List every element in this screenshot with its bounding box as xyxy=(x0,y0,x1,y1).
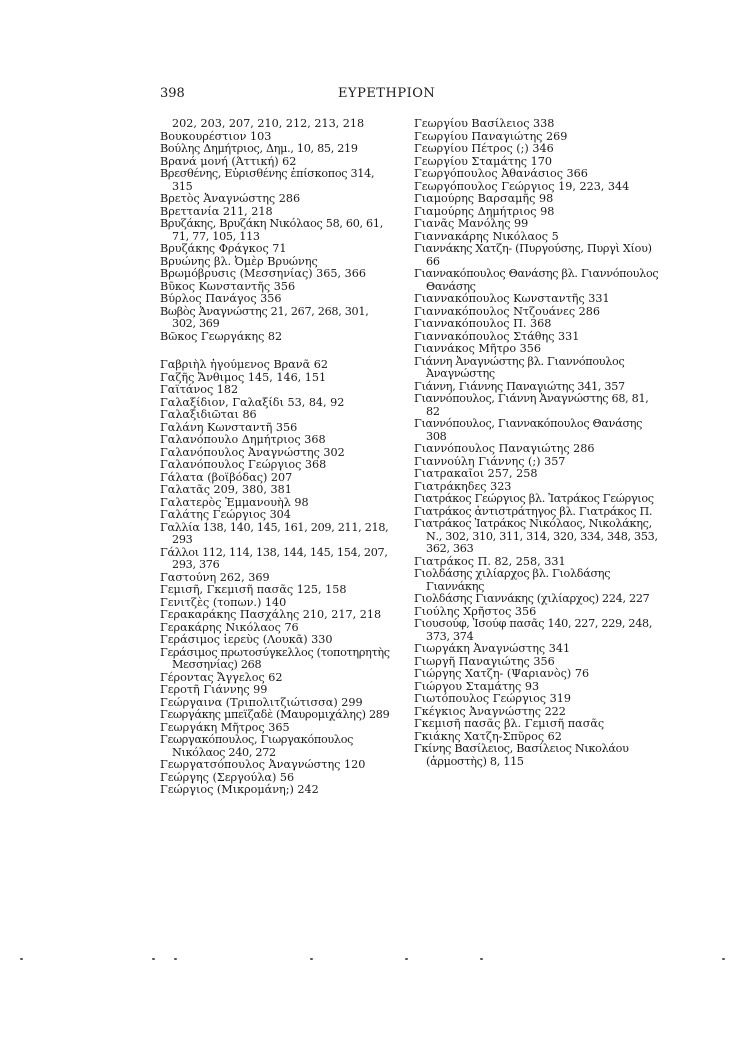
index-entry: Γαλάτης Γεώργιος 304 xyxy=(160,508,291,521)
index-entry: Βύρλος Πανάγος 356 xyxy=(160,292,282,305)
index-entry: Γιατράκος ἀντιστράτηγος βλ. Γιατράκος Π. xyxy=(414,504,653,518)
speck xyxy=(480,958,483,960)
index-entry: Βῦκος Κωνσταντῆς 356 xyxy=(160,279,296,293)
index-entry: Γαλαξιδιῶται 86 xyxy=(160,408,257,421)
index-entry: Γεώργαινα (Τριπολιτζιώτισσα) 299 xyxy=(160,695,363,709)
index-entry: Γιανᾶς Μανόλης 99 xyxy=(414,217,529,230)
index-entry: Γκεμισῆ πασᾶς βλ. Γεμισῆ πασᾶς xyxy=(414,717,605,730)
index-entry: Γεράσιμος ἱερεὺς (Λουκᾶ) 330 xyxy=(160,633,333,646)
index-entry: Γιαννακόπουλος Θανάσης βλ. Γιαννόπουλος Θανάσης xyxy=(414,267,659,293)
index-entry: Βρετὸς Ἀναγνώστης 286 xyxy=(160,192,301,205)
index-entry: Γερακαράκης Πασχάλης 210, 217, 218 xyxy=(160,608,382,621)
index-entry: Γιαννακόπουλος Π. 368 xyxy=(414,317,552,330)
index-entry: Γαλανόπουλος Ἀναγνώστης 302 xyxy=(160,445,345,459)
index-entry: Γεωργακόπουλος, Γιωργακόπουλος Νικόλαος 240, 272 xyxy=(160,733,354,759)
left-column xyxy=(160,118,392,797)
page-header xyxy=(160,86,660,106)
index-entry: Βρεττανία 211, 218 xyxy=(160,204,273,218)
index-entry: Γαλάνη Κωνσταντῆ 356 xyxy=(160,420,298,434)
index-entry: Γιαννακόπουλος Κωνσταντῆς 331 xyxy=(414,292,610,305)
index-entry: Βούλης Δημήτριος, Δημ., 10, 85, 219 xyxy=(160,142,358,155)
index-entry: Γεωργατσόπουλος Ἀναγνώστης 120 xyxy=(160,758,366,771)
index-entry: Γεμισῆ, Γκεμισῆ πασᾶς 125, 158 xyxy=(160,583,347,596)
index-entry: Γεροτῆ Γιάννης 99 xyxy=(160,683,268,696)
index-entry: Γιουσούφ, Ἰσούφ πασᾶς 140, 227, 229, 248, 373, 374 xyxy=(414,617,653,643)
continuation-line: 202, 203, 207, 210, 212, 213, 218 xyxy=(172,117,365,130)
index-entry: Γιαννόπουλος, Γιαννακόπουλος Θανάσης 308 xyxy=(414,417,643,443)
index-entry: Γεωργάκης μπεϊζαδὲ (Μαυρομιχάλης) 289 xyxy=(160,708,390,721)
index-entry: Γενιτζὲς (τοπων.) 140 xyxy=(160,595,287,609)
index-entry: Γεωργόπουλος Γεώργιος 19, 223, 344 xyxy=(414,179,630,193)
index-entry: Βρανά μονή (Άττική) 62 xyxy=(160,154,297,168)
index-entry: Γερακάρης Νικόλαος 76 xyxy=(160,620,299,634)
index-entry: Γιώργης Χατζη- (Ψαριανὸς) 76 xyxy=(414,667,590,680)
index-entry: Βῶκος Γεωργάκης 82 xyxy=(160,329,283,343)
index-entry: Γιατράκος Γεώργιος βλ. Ἰατράκος Γεώργιος xyxy=(414,492,654,505)
speck xyxy=(405,958,408,960)
index-entry: Γιωτόπουλος Γεώργιος 319 xyxy=(414,692,571,705)
index-entry: Γιατράκος Ἰατράκος Νικόλαος, Νικολάκης, Ν., 302, 310, 311, 314, 320, 334, 348, 353, 362, 363 xyxy=(414,517,658,555)
index-entry: Γεώργιος (Μικρομάνη;) 242 xyxy=(160,783,319,796)
speck xyxy=(20,958,23,960)
running-title: ΕΥΡΕΤΗΡΙΟΝ xyxy=(338,86,436,101)
index-group-gamma xyxy=(160,359,392,797)
index-entry: Γιαννακάρης Νικόλαος 5 xyxy=(414,229,559,243)
index-entry: Γιάννη, Γιάννης Παναγιώτης 341, 357 xyxy=(414,379,625,393)
speck xyxy=(152,958,155,960)
right-column xyxy=(414,118,660,768)
index-entry: Γιολδάσης χιλίαρχος βλ. Γιολδάσης Γιαννάκης xyxy=(414,567,611,593)
index-entry: Γαϊτάνος 182 xyxy=(160,383,239,396)
speck xyxy=(310,958,313,960)
index-entry: Γιατρακαῖοι 257, 258 xyxy=(414,467,538,480)
index-entry: Γιαννακόπουλος Στάθης 331 xyxy=(414,329,580,343)
index-entry: Γαλλία 138, 140, 145, 161, 209, 211, 218, 293 xyxy=(160,520,389,546)
index-entry: Γεωργίου Πέτρος (;) 346 xyxy=(414,142,554,155)
index-entry: Γκιάκης Χατζη-Σπῦρος 62 xyxy=(414,729,562,743)
index-entry: Γάλλοι 112, 114, 138, 144, 145, 154, 207, 293, 376 xyxy=(160,545,388,571)
index-entry: Γαλατᾶς 209, 380, 381 xyxy=(160,483,292,496)
index-entry: Γιαμούρης Βαρσαμῆς 98 xyxy=(414,192,554,205)
index-entry: Γάλατα (βοϊβόδας) 207 xyxy=(160,470,293,484)
index-entry: Γιαννάκης Χατζη- (Πυργούσης, Πυργὶ Χίου) 66 xyxy=(414,242,652,268)
index-entry: Βρωμόβρυσις (Μεσσηνίας) 365, 366 xyxy=(160,267,366,280)
index-entry: Βρυζάκης Φράγκος 71 xyxy=(160,242,287,255)
index-entry: Γαστούνη 262, 369 xyxy=(160,570,270,584)
index-group-gamma-continued xyxy=(414,118,660,768)
index-entry: Γαλανόπουλο Δημήτριος 368 xyxy=(160,433,326,446)
index-entry: Γιατράκος Π. 82, 258, 331 xyxy=(414,554,566,568)
index-entry: Γεώργης (Σεργούλα) 56 xyxy=(160,770,295,784)
index-entry: Γεωργόπουλος Ἀθανάσιος 366 xyxy=(414,167,588,180)
index-entry: Γαλανόπουλος Γεώργιος 368 xyxy=(160,458,327,471)
index-entry: Γιαννόπουλος, Γιάννη Ἀναγνώστης 68, 81, 82 xyxy=(414,392,649,418)
index-entry: Γαβριὴλ ἡγούμενος Βρανᾶ 62 xyxy=(160,358,328,371)
index-entry: Γιωργῆ Παναγιώτης 356 xyxy=(414,654,555,668)
index-entry: Βρεσθένης, Εὐρισθένης ἐπίσκοπος 314, 315 xyxy=(160,167,375,193)
index-entry: Γιάννη Ἀναγνώστης βλ. Γιαννόπουλος Ἀναγνώστης xyxy=(414,354,625,380)
index-entry: Βωβὸς Ἀναγνώστης 21, 267, 268, 301, 302, 369 xyxy=(160,304,369,330)
speck xyxy=(174,958,177,960)
index-entry: Βουκουρέστιον 103 xyxy=(160,129,272,143)
index-entry: Γαλατερὸς Ἐμμανουὴλ 98 xyxy=(160,495,309,509)
index-entry: Βρυζάκης, Βρυζάκη Νικόλαος 58, 60, 61, 71, 77, 105, 113 xyxy=(160,217,383,243)
scan-specks xyxy=(10,958,730,964)
index-entry: Βρυώνης βλ. Ὀμὲρ Βρυώνης xyxy=(160,254,318,268)
page-number: 398 xyxy=(160,86,185,101)
group-separator xyxy=(160,343,392,359)
index-entry: Γέροντας Ἄγγελος 62 xyxy=(160,670,283,684)
speck xyxy=(722,958,725,960)
index-entry: Γιαννούλη Γιάννης (;) 357 xyxy=(414,454,566,468)
index-entry: Γεωργίου Σταμάτης 170 xyxy=(414,154,552,168)
index-entry: Γεωργίου Παναγιώτης 269 xyxy=(414,129,568,143)
index-entry: Γκίνης Βασίλειος, Βασίλειος Νικολάου (ἁρμοστὴς) 8, 115 xyxy=(414,742,629,768)
index-entry: Γιαμούρης Δημήτριος 98 xyxy=(414,204,555,218)
index-entry: Γιούλης Χρῆστος 356 xyxy=(414,604,537,618)
index-entry: Γιώργου Σταμάτης 93 xyxy=(414,679,540,693)
index-entry: Γεωργάκη Μῆτρος 365 xyxy=(160,720,290,734)
index-entry: Γαζῆς Ἄνθιμος 145, 146, 151 xyxy=(160,370,327,384)
index-entry: Γκέγκιος Ἀναγνώστης 222 xyxy=(414,704,566,718)
index-entry: Γιατράκηδες 323 xyxy=(414,479,512,493)
index-entry: Γιωργάκη Ἀναγνώστης 341 xyxy=(414,642,571,655)
index-entry: Γιαννόπουλος Παναγιώτης 286 xyxy=(414,442,595,455)
index-entry: Γαλαξίδιον, Γαλαξίδι 53, 84, 92 xyxy=(160,395,345,409)
index-group-beta xyxy=(160,131,392,344)
index-entry: Γιαννάκος Μῆτρο 356 xyxy=(414,342,541,355)
index-entry: Γιαννακόπουλος Ντζουάνες 286 xyxy=(414,304,601,318)
index-entry: Γιολδάσης Γιαννάκης (χιλίαρχος) 224, 227 xyxy=(414,592,650,605)
index-entry: Γεράσιμος πρωτοσύγκελλος (τοποτηρητὴς Μεσσηνίας) 268 xyxy=(160,645,390,671)
index-entry: Γεωργίου Βασίλειος 338 xyxy=(414,117,555,130)
